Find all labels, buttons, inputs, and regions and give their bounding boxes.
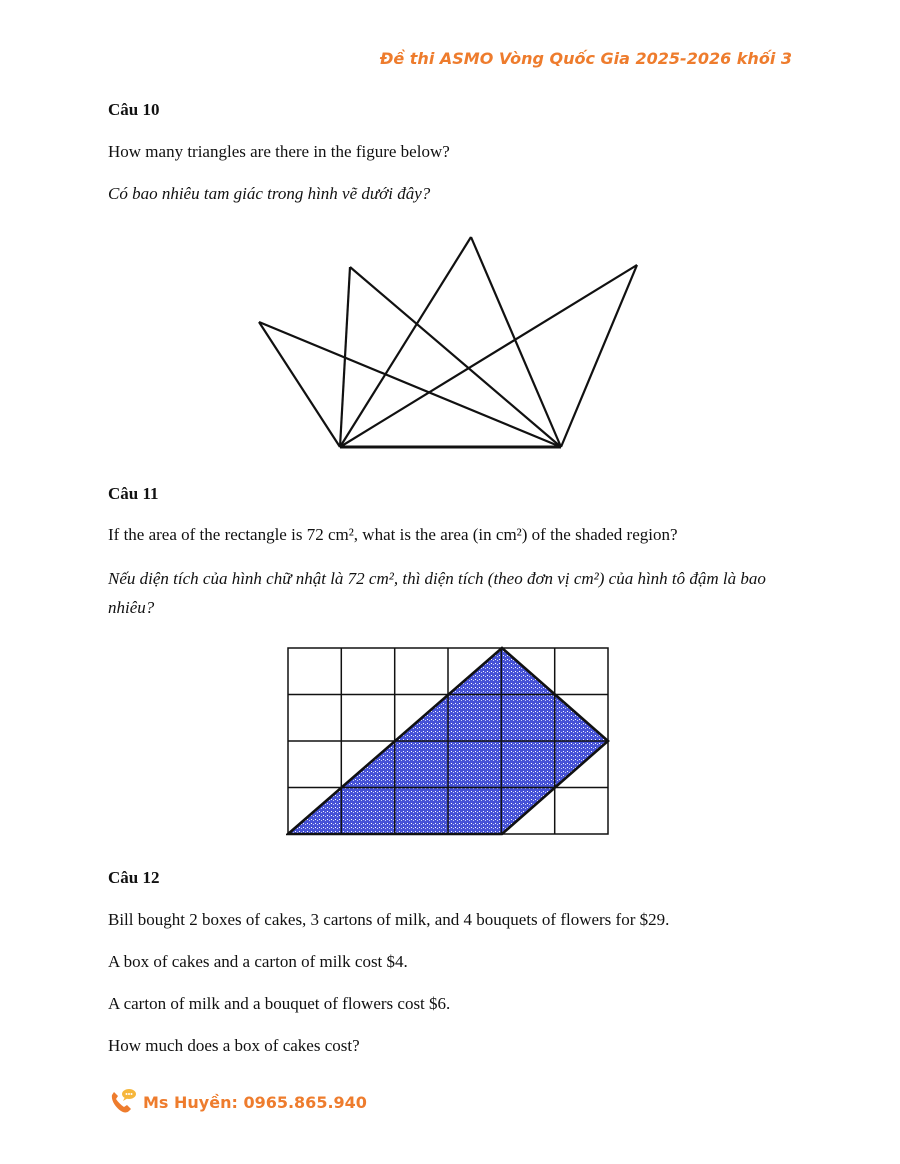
figure-line (340, 265, 637, 447)
question-11-label: Câu 11 (108, 484, 159, 503)
figure-line (340, 237, 471, 447)
question-12-line-3: A carton of milk and a bouquet of flowers cost $6. (108, 994, 451, 1013)
question-10-label: Câu 10 (108, 100, 160, 119)
page-header-title: Đề thi ASMO Vòng Quốc Gia 2025-2026 khối 3 (379, 49, 792, 68)
question-12-line-2: A box of cakes and a carton of milk cost $4. (108, 952, 408, 971)
question-11-text-vi: Nếu diện tích của hình chữ nhật là 72 cm², thì diện tích (theo đơn vị cm²) của hình tô đậm là bao nhiêu? (108, 569, 766, 617)
question-10-text-en: How many triangles are there in the figure below? (108, 142, 450, 161)
phone-chat-icon (107, 1086, 139, 1118)
figure-line (350, 267, 561, 447)
question-12-line-4: How much does a box of cakes cost? (108, 1036, 360, 1055)
question-12-line-1: Bill bought 2 boxes of cakes, 3 cartons of milk, and 4 bouquets of flowers for $29. (108, 910, 670, 929)
footer-contact (107, 1085, 367, 1119)
question-10-text-vi: Có bao nhiêu tam giác trong hình vẽ dưới đây? (108, 184, 431, 203)
footer-contact-text: Ms Huyền: 0965.865.940 (143, 1092, 367, 1112)
triangles-figure (0, 0, 900, 470)
shaded-rectangle-figure (286, 646, 611, 838)
question-12-label: Câu 12 (108, 868, 160, 887)
figure-line (561, 265, 637, 447)
figure-line (259, 322, 340, 447)
question-11-text-en: If the area of the rectangle is 72 cm², what is the area (in cm²) of the shaded region? (108, 525, 678, 544)
